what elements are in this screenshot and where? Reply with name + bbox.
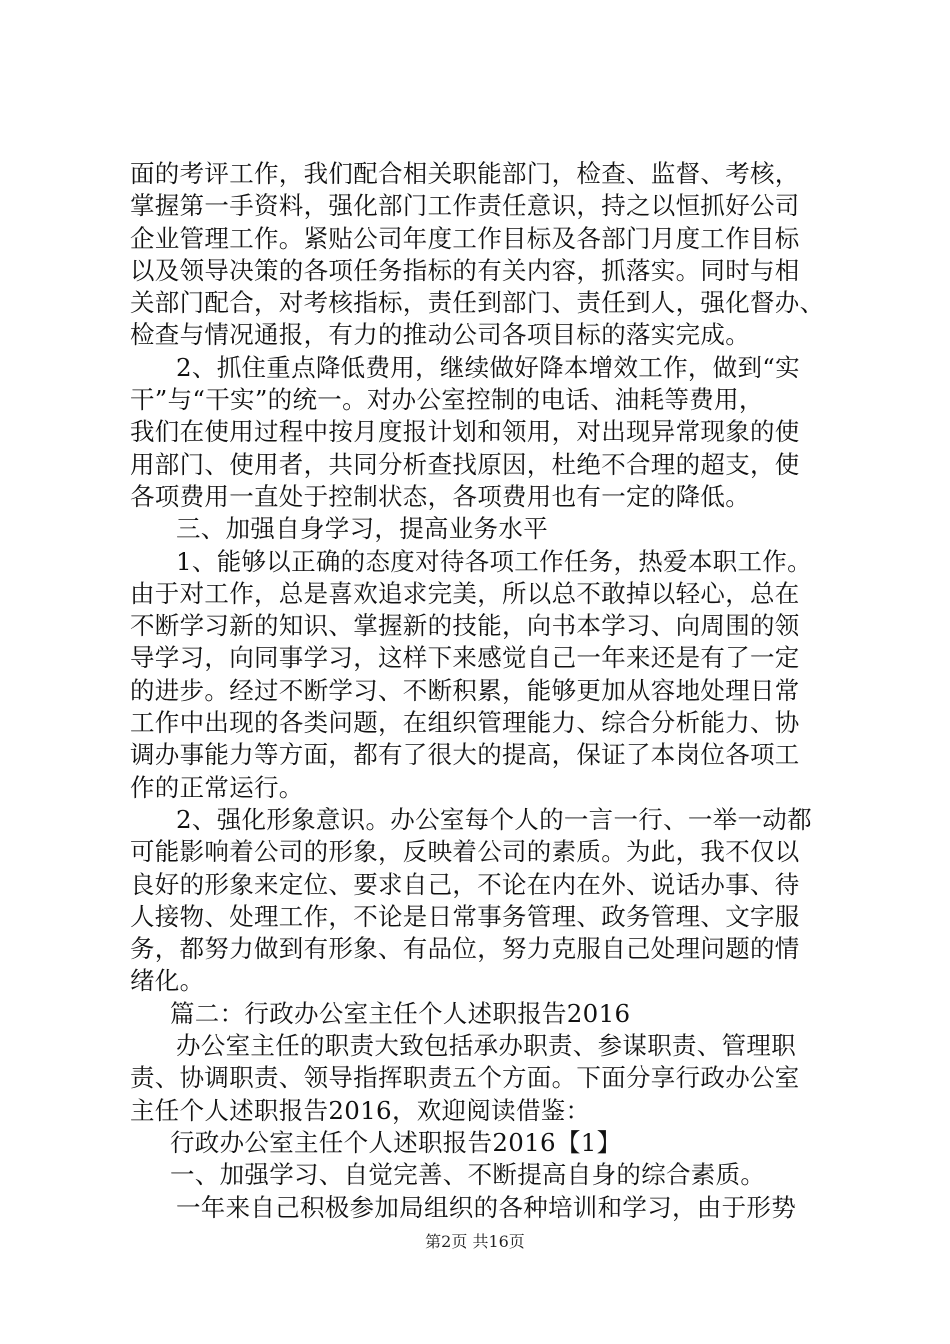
text-line: 的进步。经过不断学习、不断积累，能够更加从容地处理日常 [130, 675, 800, 705]
text-line: 各项费用一直处于控制状态，各项费用也有一定的降低。 [130, 481, 750, 511]
text-line: 工作中出现的各类问题，在组织管理能力、综合分析能力、协 [130, 708, 800, 738]
report-heading: 行政办公室主任个人述职报告2016【1】 [170, 1127, 622, 1157]
text-line: 人接物、处理工作，不论是日常事务管理、政务管理、文字服 [130, 901, 800, 931]
text-line: 导学习，向同事学习，这样下来感觉自己一年来还是有了一定 [130, 643, 800, 673]
section-heading: 一、加强学习、自觉完善、不断提高自身的综合素质。 [170, 1160, 766, 1190]
text-line: 掌握第一手资料，强化部门工作责任意识，持之以恒抓好公司 [130, 191, 800, 221]
text-line: 调办事能力等方面，都有了很大的提高，保证了本岗位各项工 [130, 740, 800, 770]
text-line: 企业管理工作。紧贴公司年度工作目标及各部门月度工作目标 [130, 223, 800, 253]
section-heading: 三、加强自身学习，提高业务水平 [176, 514, 548, 544]
paragraph-start-line: 办公室主任的职责大致包括承办职责、参谋职责、管理职 [176, 1031, 796, 1061]
paragraph-start-line: 1、能够以正确的态度对待各项工作任务，热爱本职工作。 [176, 546, 812, 576]
text-line: 用部门、使用者，共同分析查找原因，杜绝不合理的超支，使 [130, 449, 800, 479]
text-line: 务，都努力做到有形象、有品位，努力克服自己处理问题的情 [130, 934, 800, 964]
text-line: 干”与“干实”的统一。对办公室控制的电话、油耗等费用， [130, 385, 764, 415]
text-line: 责、协调职责、领导指挥职责五个方面。下面分享行政办公室 [130, 1063, 800, 1093]
document-body [130, 158, 830, 1224]
text-line: 主任个人述职报告2016，欢迎阅读借鉴： [130, 1095, 591, 1125]
text-line: 不断学习新的知识、掌握新的技能，向书本学习、向周围的领 [130, 611, 800, 641]
article-heading: 篇二：行政办公室主任个人述职报告2016 [170, 998, 631, 1028]
text-line: 关部门配合，对考核指标，责任到部门、责任到人，强化督办、 [130, 288, 825, 318]
text-line: 良好的形象来定位、要求自己，不论在内在外、说话办事、待 [130, 869, 800, 899]
text-line: 检查与情况通报，有力的推动公司各项目标的落实完成。 [130, 320, 750, 350]
text-line: 我们在使用过程中按月度报计划和领用，对出现异常现象的使 [130, 417, 800, 447]
page-number-footer: 第2页 共16页 [425, 1232, 525, 1251]
text-line: 以及领导决策的各项任务指标的有关内容，抓落实。同时与相 [130, 255, 800, 285]
text-line: 可能影响着公司的形象，反映着公司的素质。为此，我不仅以 [130, 837, 800, 867]
paragraph-start-line: 一年来自己积极参加局组织的各种培训和学习，由于形势 [176, 1192, 796, 1222]
paragraph-start-line: 2、强化形象意识。办公室每个人的一言一行、一举一动都 [176, 804, 812, 834]
text-line: 绪化。 [130, 966, 205, 996]
text-line: 由于对工作，总是喜欢追求完美，所以总不敢掉以轻心，总在 [130, 578, 800, 608]
text-line: 面的考评工作，我们配合相关职能部门，检查、监督、考核， [130, 159, 800, 188]
paragraph-start-line: 2、抓住重点降低费用，继续做好降本增效工作，做到“实 [176, 352, 800, 382]
text-line: 作的正常运行。 [130, 772, 304, 802]
